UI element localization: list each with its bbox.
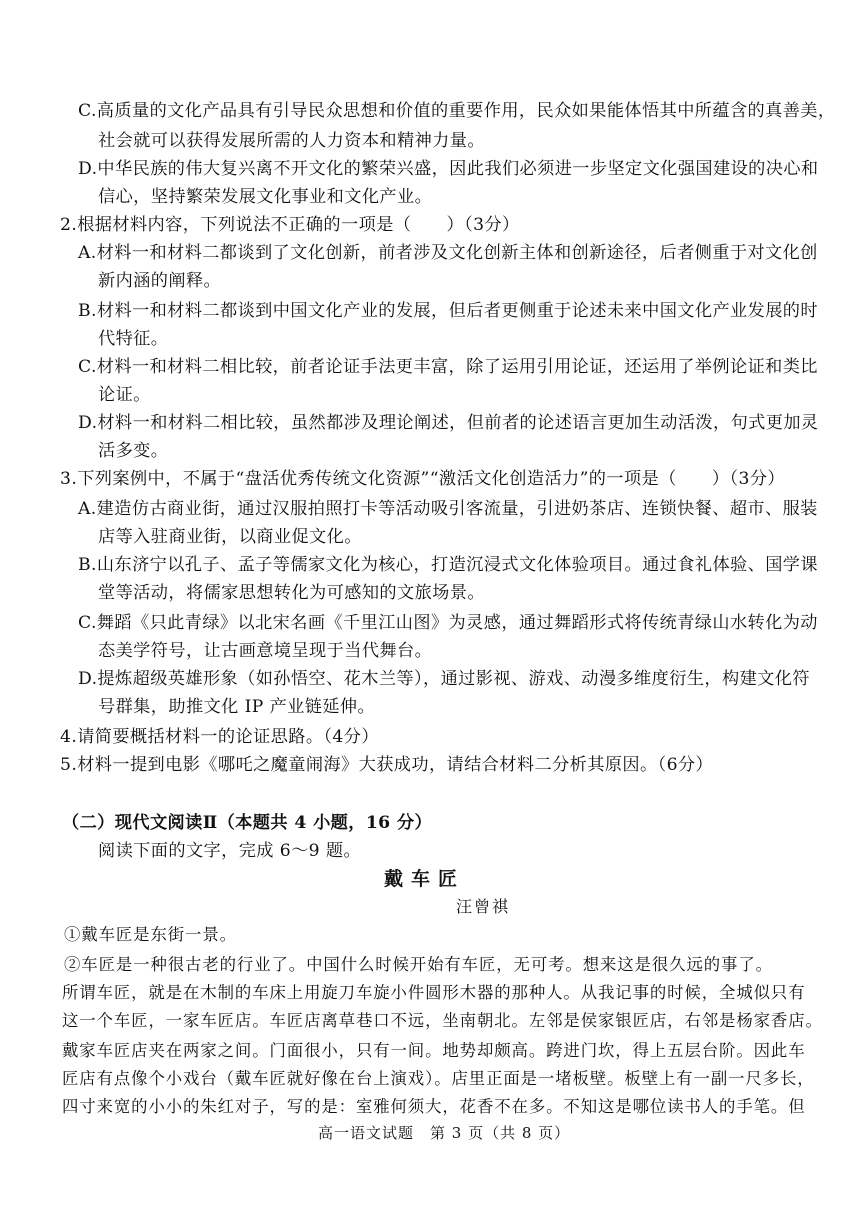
- q3-option-c-line1: C.舞蹈《只此青绿》以北宋名画《千里江山图》为灵感，通过舞蹈形式将传统青绿山水转化为动: [78, 613, 818, 633]
- q2-option-b-line2: 代特征。: [98, 329, 169, 349]
- q1-option-c-line1: C.高质量的文化产品具有引导民众思想和价值的重要作用，民众如果能体悟其中所蕴含的真善美，: [78, 101, 836, 121]
- q1-option-c-line2: 社会就可以获得发展所需的人力资本和精神力量。: [98, 131, 485, 151]
- article-paragraph-2-line5: 匠店有点像个小戏台（戴车匠就好像在台上演戏）。店里正面是一堵板壁。板壁上有一副一尺多长，: [62, 1069, 815, 1088]
- page-footer: 高一语文试题 第 3 页（共 8 页）: [318, 1124, 571, 1142]
- article-author: 汪曾祺: [456, 897, 511, 916]
- q2-option-d-line2: 活多变。: [98, 441, 169, 461]
- q3-option-d-line2: 号群集，助推文化 IP 产业链延伸。: [98, 697, 376, 717]
- article-paragraph-2-line3: 这一个车匠，一家车匠店。车匠店离草巷口不远，坐南朝北。左邻是侯家银匠店，右邻是杨家香店。: [62, 1011, 823, 1030]
- q3-stem: 3.下列案例中，不属于“盘活优秀传统文化资源”“激活文化创造活力”的一项是（ ）（3分）: [60, 469, 786, 489]
- q2-option-a-line2: 新内涵的阐释。: [98, 271, 222, 291]
- q3-option-c-line2: 态美学符号，让古画意境呈现于当代舞台。: [98, 641, 433, 661]
- q2-option-c-line2: 论证。: [98, 385, 151, 405]
- article-paragraph-2-line4: 戴家车匠店夹在两家之间。门面很小，只有一间。地势却颇高。跨进门坎，得上五层台阶。因此车: [62, 1041, 806, 1060]
- q1-option-d-line1: D.中华民族的伟大复兴离不开文化的繁荣兴盛，因此我们必须进一步坚定文化强国建设的决心和: [78, 159, 819, 179]
- q2-option-d-line1: D.材料一和材料二相比较，虽然都涉及理论阐述，但前者的论述语言更加生动活泼，句式更加灵: [78, 413, 819, 433]
- q2-option-c-line1: C.材料一和材料二相比较，前者论证手法更丰富，除了运用引用论证，还运用了举例论证和类比: [78, 357, 818, 377]
- q3-option-b-line2: 堂等活动，将儒家思想转化为可感知的文旅场景。: [98, 583, 485, 603]
- article-paragraph-2-line6: 四寸来宽的小小的朱红对子，写的是：室雅何须大，花香不在多。不知这是哪位读书人的手笔。但: [62, 1097, 806, 1116]
- q3-option-d-line1: D.提炼超级英雄形象（如孙悟空、花木兰等），通过影视、游戏、动漫多维度衍生，构建文化符: [78, 669, 810, 689]
- q2-option-a-line1: A.材料一和材料二都谈到了文化创新，前者涉及文化创新主体和创新途径，后者侧重于对文化创: [78, 243, 818, 263]
- section-heading: （二）现代文阅读Ⅱ（本题共 4 小题，16 分）: [62, 813, 433, 833]
- q4-stem: 4.请简要概括材料一的论证思路。（4分）: [60, 727, 379, 747]
- q5-stem: 5.材料一提到电影《哪吒之魔童闹海》大获成功，请结合材料二分析其原因。（6分）: [60, 755, 714, 775]
- q3-option-b-line1: B.山东济宁以孔子、孟子等儒家文化为核心，打造沉浸式文化体验项目。通过食礼体验、国学课: [78, 555, 818, 575]
- q3-option-a-line2: 店等入驻商业街，以商业促文化。: [98, 527, 362, 547]
- article-paragraph-2-line2: 所谓车匠，就是在木制的车床上用旋刀车旋小件圆形木器的那种人。从我记事的时候，全城似只有: [62, 983, 806, 1002]
- article-paragraph-2-line1: ②车匠是一种很古老的行业了。中国什么时候开始有车匠，无可考。想来这是很久远的事了。: [64, 955, 773, 974]
- section-instruction: 阅读下面的文字，完成 6～9 题。: [98, 841, 362, 861]
- article-paragraph-1: ①戴车匠是东街一景。: [64, 925, 237, 944]
- q3-option-a-line1: A.建造仿古商业街，通过汉服拍照打卡等活动吸引客流量，引进奶茶店、连锁快餐、超市、服装: [78, 499, 818, 519]
- q1-option-d-line2: 信心，坚持繁荣发展文化事业和文化产业。: [98, 187, 433, 207]
- q2-option-b-line1: B.材料一和材料二都谈到中国文化产业的发展，但后者更侧重于论述未来中国文化产业发展的时: [78, 301, 818, 321]
- article-title: 戴车匠: [384, 868, 466, 890]
- q2-stem: 2.根据材料内容，下列说法不正确的一项是（ ）（3分）: [60, 215, 520, 235]
